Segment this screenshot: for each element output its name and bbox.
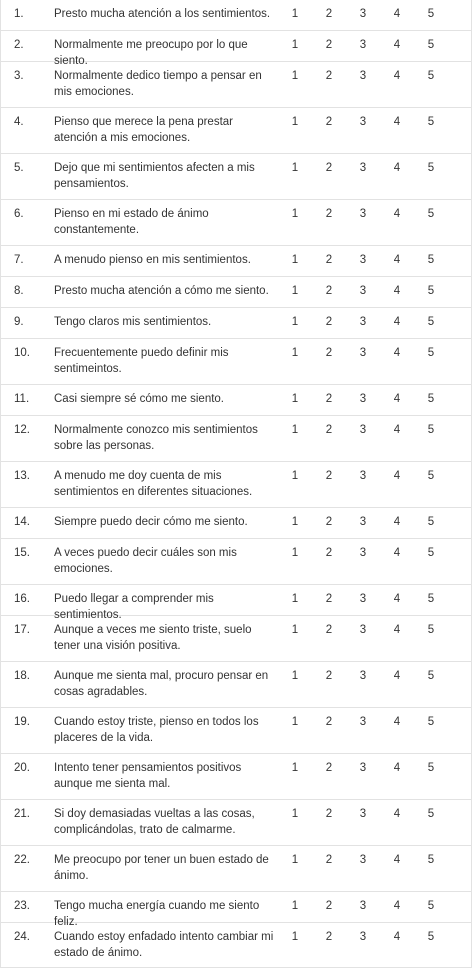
- scale-option-3[interactable]: 3: [359, 624, 367, 636]
- scale-option-5[interactable]: 5: [427, 347, 435, 359]
- scale-option-3[interactable]: 3: [359, 254, 367, 266]
- questionnaire-row: [1, 662, 471, 708]
- scale-option-2[interactable]: 2: [325, 470, 333, 482]
- questionnaire-row: [1, 754, 471, 800]
- scale-option-2[interactable]: 2: [325, 516, 333, 528]
- scale-option-2[interactable]: 2: [325, 931, 333, 943]
- scale-option-2[interactable]: 2: [325, 808, 333, 820]
- scale-option-4[interactable]: 4: [393, 593, 401, 605]
- scale-option-3[interactable]: 3: [359, 900, 367, 912]
- item-statement: Dejo que mi sentimientos afecten a mis pensamientos.: [54, 162, 255, 190]
- scale-option-4[interactable]: 4: [393, 808, 401, 820]
- questionnaire-row: [1, 923, 471, 968]
- item-statement: Tengo mucha energía cuando me siento feliz.: [54, 900, 260, 928]
- scale-option-4[interactable]: 4: [393, 470, 401, 482]
- scale-option-2[interactable]: 2: [325, 762, 333, 774]
- item-statement: Frecuentemente puedo definir mis sentimeintos.: [54, 347, 229, 375]
- scale-option-1[interactable]: 1: [291, 808, 299, 820]
- scale-option-1[interactable]: 1: [291, 931, 299, 943]
- item-number: 2.: [14, 39, 24, 51]
- questionnaire-row: [1, 308, 471, 339]
- scale-option-2[interactable]: 2: [325, 593, 333, 605]
- item-statement: Normalmente me preocupo por lo que siento.: [54, 39, 248, 67]
- questionnaire-row: [1, 416, 471, 462]
- item-number: 6.: [14, 208, 24, 220]
- questionnaire-row: [1, 385, 471, 416]
- questionnaire-row: [1, 339, 471, 385]
- scale-option-5[interactable]: 5: [427, 285, 435, 297]
- scale-option-2[interactable]: 2: [325, 70, 333, 82]
- scale-option-5[interactable]: 5: [427, 208, 435, 220]
- scale-option-4[interactable]: 4: [393, 424, 401, 436]
- scale-option-3[interactable]: 3: [359, 116, 367, 128]
- scale-option-4[interactable]: 4: [393, 393, 401, 405]
- scale-option-4[interactable]: 4: [393, 70, 401, 82]
- questionnaire-row: [1, 800, 471, 846]
- scale-option-5[interactable]: 5: [427, 39, 435, 51]
- questionnaire-row: [1, 508, 471, 539]
- item-number: 18.: [14, 670, 30, 682]
- item-statement: A menudo pienso en mis sentimientos.: [54, 254, 251, 266]
- questionnaire-row: [1, 616, 471, 662]
- questionnaire-row: [1, 31, 471, 67]
- scale-option-4[interactable]: 4: [393, 900, 401, 912]
- scale-option-1[interactable]: 1: [291, 39, 299, 51]
- scale-option-1[interactable]: 1: [291, 854, 299, 866]
- item-number: 16.: [14, 593, 30, 605]
- item-number: 24.: [14, 931, 30, 943]
- questionnaire-row: [1, 846, 471, 892]
- scale-option-1[interactable]: 1: [291, 424, 299, 436]
- scale-option-5[interactable]: 5: [427, 516, 435, 528]
- questionnaire-row: [1, 539, 471, 585]
- scale-option-3[interactable]: 3: [359, 8, 367, 20]
- scale-option-2[interactable]: 2: [325, 254, 333, 266]
- item-number: 1.: [14, 8, 24, 20]
- questionnaire-row: [1, 62, 471, 108]
- scale-option-5[interactable]: 5: [427, 8, 435, 20]
- scale-option-1[interactable]: 1: [291, 116, 299, 128]
- scale-option-4[interactable]: 4: [393, 931, 401, 943]
- scale-option-2[interactable]: 2: [325, 162, 333, 174]
- scale-option-3[interactable]: 3: [359, 393, 367, 405]
- scale-option-4[interactable]: 4: [393, 162, 401, 174]
- item-number: 22.: [14, 854, 30, 866]
- item-number: 19.: [14, 716, 30, 728]
- scale-option-3[interactable]: 3: [359, 808, 367, 820]
- item-statement: Presto mucha atención a los sentimientos.: [54, 8, 271, 20]
- scale-option-2[interactable]: 2: [325, 670, 333, 682]
- item-number: 14.: [14, 516, 30, 528]
- item-number: 3.: [14, 70, 24, 82]
- scale-option-3[interactable]: 3: [359, 316, 367, 328]
- scale-option-1[interactable]: 1: [291, 208, 299, 220]
- scale-option-3[interactable]: 3: [359, 424, 367, 436]
- item-statement: Normalmente conozco mis sentimientos sobre las personas.: [54, 424, 258, 452]
- scale-option-4[interactable]: 4: [393, 8, 401, 20]
- item-number: 9.: [14, 316, 24, 328]
- scale-option-2[interactable]: 2: [325, 624, 333, 636]
- item-number: 5.: [14, 162, 24, 174]
- item-statement: Siempre puedo decir cómo me siento.: [54, 516, 248, 528]
- scale-option-2[interactable]: 2: [325, 424, 333, 436]
- scale-option-2[interactable]: 2: [325, 8, 333, 20]
- item-statement: Normalmente dedico tiempo a pensar en mis emociones.: [54, 70, 262, 98]
- scale-option-5[interactable]: 5: [427, 762, 435, 774]
- scale-option-5[interactable]: 5: [427, 593, 435, 605]
- scale-option-2[interactable]: 2: [325, 393, 333, 405]
- scale-option-2[interactable]: 2: [325, 347, 333, 359]
- item-statement: Me preocupo por tener un buen estado de ánimo.: [54, 854, 269, 882]
- questionnaire-row: [1, 200, 471, 246]
- item-number: 4.: [14, 116, 24, 128]
- scale-option-1[interactable]: 1: [291, 285, 299, 297]
- scale-option-5[interactable]: 5: [427, 116, 435, 128]
- scale-option-5[interactable]: 5: [427, 900, 435, 912]
- questionnaire-row: [1, 585, 471, 621]
- scale-option-5[interactable]: 5: [427, 424, 435, 436]
- scale-option-3[interactable]: 3: [359, 854, 367, 866]
- questionnaire-row: [1, 708, 471, 754]
- scale-option-3[interactable]: 3: [359, 547, 367, 559]
- scale-option-3[interactable]: 3: [359, 931, 367, 943]
- item-statement: Tengo claros mis sentimientos.: [54, 316, 212, 328]
- scale-option-1[interactable]: 1: [291, 162, 299, 174]
- scale-option-1[interactable]: 1: [291, 347, 299, 359]
- scale-option-5[interactable]: 5: [427, 547, 435, 559]
- item-statement: Presto mucha atención a cómo me siento.: [54, 285, 269, 297]
- item-statement: Pienso que merece la pena prestar atención a mis emociones.: [54, 116, 233, 144]
- item-number: 15.: [14, 547, 30, 559]
- scale-option-3[interactable]: 3: [359, 39, 367, 51]
- scale-option-2[interactable]: 2: [325, 285, 333, 297]
- scale-option-1[interactable]: 1: [291, 316, 299, 328]
- scale-option-5[interactable]: 5: [427, 670, 435, 682]
- scale-option-3[interactable]: 3: [359, 670, 367, 682]
- scale-option-4[interactable]: 4: [393, 254, 401, 266]
- item-statement: Cuando estoy triste, pienso en todos los placeres de la vida.: [54, 716, 259, 744]
- scale-option-4[interactable]: 4: [393, 285, 401, 297]
- scale-option-2[interactable]: 2: [325, 39, 333, 51]
- item-statement: Aunque me sienta mal, procuro pensar en cosas agradables.: [54, 670, 269, 698]
- scale-option-3[interactable]: 3: [359, 762, 367, 774]
- scale-option-1[interactable]: 1: [291, 470, 299, 482]
- scale-option-4[interactable]: 4: [393, 116, 401, 128]
- item-statement: Casi siempre sé cómo me siento.: [54, 393, 225, 405]
- scale-option-4[interactable]: 4: [393, 624, 401, 636]
- scale-option-3[interactable]: 3: [359, 347, 367, 359]
- scale-option-1[interactable]: 1: [291, 516, 299, 528]
- scale-option-3[interactable]: 3: [359, 162, 367, 174]
- scale-option-5[interactable]: 5: [427, 162, 435, 174]
- item-statement: Puedo llegar a comprender mis sentimientos.: [54, 593, 214, 621]
- scale-option-4[interactable]: 4: [393, 39, 401, 51]
- item-statement: Pienso en mi estado de ánimo constantemente.: [54, 208, 209, 236]
- scale-option-4[interactable]: 4: [393, 762, 401, 774]
- scale-option-2[interactable]: 2: [325, 208, 333, 220]
- scale-option-3[interactable]: 3: [359, 470, 367, 482]
- scale-option-3[interactable]: 3: [359, 716, 367, 728]
- item-number: 17.: [14, 624, 30, 636]
- item-statement: Si doy demasiadas vueltas a las cosas, complicándolas, trato de calmarme.: [54, 808, 255, 836]
- scale-option-2[interactable]: 2: [325, 316, 333, 328]
- scale-option-3[interactable]: 3: [359, 208, 367, 220]
- scale-option-4[interactable]: 4: [393, 716, 401, 728]
- scale-option-1[interactable]: 1: [291, 670, 299, 682]
- scale-option-3[interactable]: 3: [359, 285, 367, 297]
- scale-option-4[interactable]: 4: [393, 208, 401, 220]
- questionnaire-row: [1, 154, 471, 200]
- scale-option-2[interactable]: 2: [325, 547, 333, 559]
- item-number: 23.: [14, 900, 30, 912]
- scale-option-4[interactable]: 4: [393, 670, 401, 682]
- scale-option-5[interactable]: 5: [427, 70, 435, 82]
- item-number: 12.: [14, 424, 30, 436]
- scale-option-4[interactable]: 4: [393, 547, 401, 559]
- item-number: 10.: [14, 347, 30, 359]
- scale-option-1[interactable]: 1: [291, 593, 299, 605]
- item-statement: Cuando estoy enfadado intento cambiar mi estado de ánimo.: [54, 931, 274, 959]
- item-number: 21.: [14, 808, 30, 820]
- questionnaire-row: [1, 277, 471, 308]
- scale-option-3[interactable]: 3: [359, 516, 367, 528]
- scale-option-3[interactable]: 3: [359, 593, 367, 605]
- item-number: 7.: [14, 254, 24, 266]
- questionnaire-row: [1, 246, 471, 277]
- item-statement: Intento tener pensamientos positivos aunque me sienta mal.: [54, 762, 242, 790]
- scale-option-5[interactable]: 5: [427, 624, 435, 636]
- item-statement: A menudo me doy cuenta de mis sentimientos en diferentes situaciones.: [54, 470, 253, 498]
- scale-option-5[interactable]: 5: [427, 854, 435, 866]
- questionnaire-row: [1, 0, 471, 31]
- scale-option-3[interactable]: 3: [359, 70, 367, 82]
- scale-option-5[interactable]: 5: [427, 931, 435, 943]
- scale-option-5[interactable]: 5: [427, 470, 435, 482]
- scale-option-1[interactable]: 1: [291, 70, 299, 82]
- questionnaire-row: [1, 892, 471, 928]
- questionnaire-row: [1, 462, 471, 508]
- questionnaire-row: [1, 108, 471, 154]
- scale-option-4[interactable]: 4: [393, 516, 401, 528]
- scale-option-2[interactable]: 2: [325, 116, 333, 128]
- scale-option-5[interactable]: 5: [427, 254, 435, 266]
- item-number: 13.: [14, 470, 30, 482]
- scale-option-2[interactable]: 2: [325, 854, 333, 866]
- scale-option-1[interactable]: 1: [291, 254, 299, 266]
- scale-option-5[interactable]: 5: [427, 393, 435, 405]
- item-number: 20.: [14, 762, 30, 774]
- item-number: 11.: [14, 393, 30, 405]
- item-number: 8.: [14, 285, 24, 297]
- scale-option-5[interactable]: 5: [427, 716, 435, 728]
- scale-option-1[interactable]: 1: [291, 393, 299, 405]
- scale-option-4[interactable]: 4: [393, 854, 401, 866]
- scale-option-1[interactable]: 1: [291, 624, 299, 636]
- scale-option-2[interactable]: 2: [325, 716, 333, 728]
- scale-option-1[interactable]: 1: [291, 762, 299, 774]
- scale-option-1[interactable]: 1: [291, 8, 299, 20]
- scale-option-1[interactable]: 1: [291, 716, 299, 728]
- scale-option-2[interactable]: 2: [325, 900, 333, 912]
- item-statement: Aunque a veces me siento triste, suelo tener una visión positiva.: [54, 624, 252, 652]
- scale-option-5[interactable]: 5: [427, 808, 435, 820]
- scale-option-1[interactable]: 1: [291, 547, 299, 559]
- scale-option-4[interactable]: 4: [393, 316, 401, 328]
- scale-option-5[interactable]: 5: [427, 316, 435, 328]
- scale-option-1[interactable]: 1: [291, 900, 299, 912]
- item-statement: A veces puedo decir cuáles son mis emociones.: [54, 547, 237, 575]
- scale-option-4[interactable]: 4: [393, 347, 401, 359]
